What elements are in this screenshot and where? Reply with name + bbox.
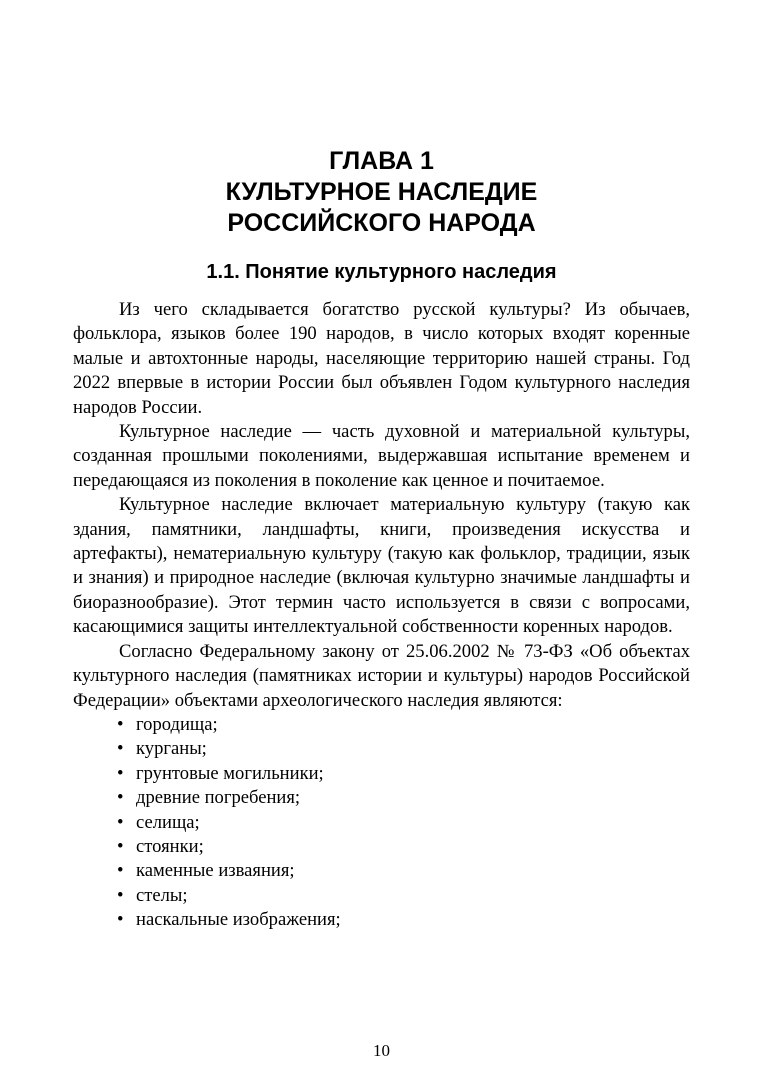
list-item — [73, 908, 690, 932]
list-item-text: стелы; — [136, 884, 188, 906]
list-item-text: древние погребения; — [136, 787, 301, 809]
paragraph: Культурное наследие — часть духовной и материальной культуры, созданная прошлыми поколениями, выдержавшая испытание временем и передающаяся из поколения в поколение как ценное и почитаемое. — [73, 421, 690, 491]
paragraph: Согласно Федеральному закону от 25.06.2002 № 73-ФЗ «Об объектах культурного наследия (памятниках истории и культуры) народов Российской Федерации» объектами археологического наследия являются: — [73, 640, 690, 711]
list-item — [73, 811, 690, 835]
archaeological-objects-list — [73, 713, 690, 933]
body-text — [73, 298, 690, 933]
paragraph: Культурное наследие включает материальную культуру (такую как здания, памятники, ландшафты, книги, произведения искусства и артефакты), нематериальную культуру (такую как фольклор, традиции, язык и знания) и природное наследие (включая культурно значимые ландшафты и биоразнообразие). Этот термин часто используется в связи с вопросами, касающимися защиты интеллектуальной собственности коренных народов. — [73, 494, 690, 638]
list-item-text: стоянки; — [136, 835, 204, 857]
bullet-icon: • — [117, 713, 124, 735]
list-item — [73, 786, 690, 810]
bullet-icon: • — [117, 762, 124, 784]
bullet-icon: • — [117, 811, 124, 833]
list-item-text: каменные изваяния; — [136, 860, 295, 882]
list-item-text: селища; — [136, 811, 200, 833]
list-item — [73, 713, 690, 737]
chapter-title-line-2: РОССИЙСКОГО НАРОДА — [227, 209, 536, 237]
list-item — [73, 884, 690, 908]
list-item — [73, 737, 690, 761]
bullet-icon: • — [117, 860, 124, 882]
bullet-icon: • — [117, 787, 124, 809]
section-title: 1.1. Понятие культурного наследия — [206, 261, 557, 283]
bullet-icon: • — [117, 738, 124, 760]
page-number: 10 — [373, 1041, 390, 1060]
list-item-text: городища; — [136, 713, 218, 735]
chapter-label: ГЛАВА 1 — [329, 147, 434, 175]
list-item — [73, 762, 690, 786]
list-item-text: грунтовые могильники; — [136, 762, 324, 784]
bullet-icon: • — [117, 909, 124, 931]
list-item — [73, 859, 690, 883]
bullet-icon: • — [117, 884, 124, 906]
bullet-icon: • — [117, 835, 124, 857]
chapter-title-line-1: КУЛЬТУРНОЕ НАСЛЕДИЕ — [225, 178, 538, 206]
list-item-text: наскальные изображения; — [136, 909, 341, 931]
chapter-heading — [0, 146, 763, 239]
list-item — [73, 835, 690, 859]
list-item-text: курганы; — [136, 738, 207, 760]
paragraph: Из чего складывается богатство русской культуры? Из обычаев, фольклора, языков более 190 народов, в число которых входят коренные малые и автохтонные народы, населяющие территорию нашей страны. Год 2022 впервые в истории России был объявлен Годом культурного наследия народов России. — [73, 299, 690, 418]
